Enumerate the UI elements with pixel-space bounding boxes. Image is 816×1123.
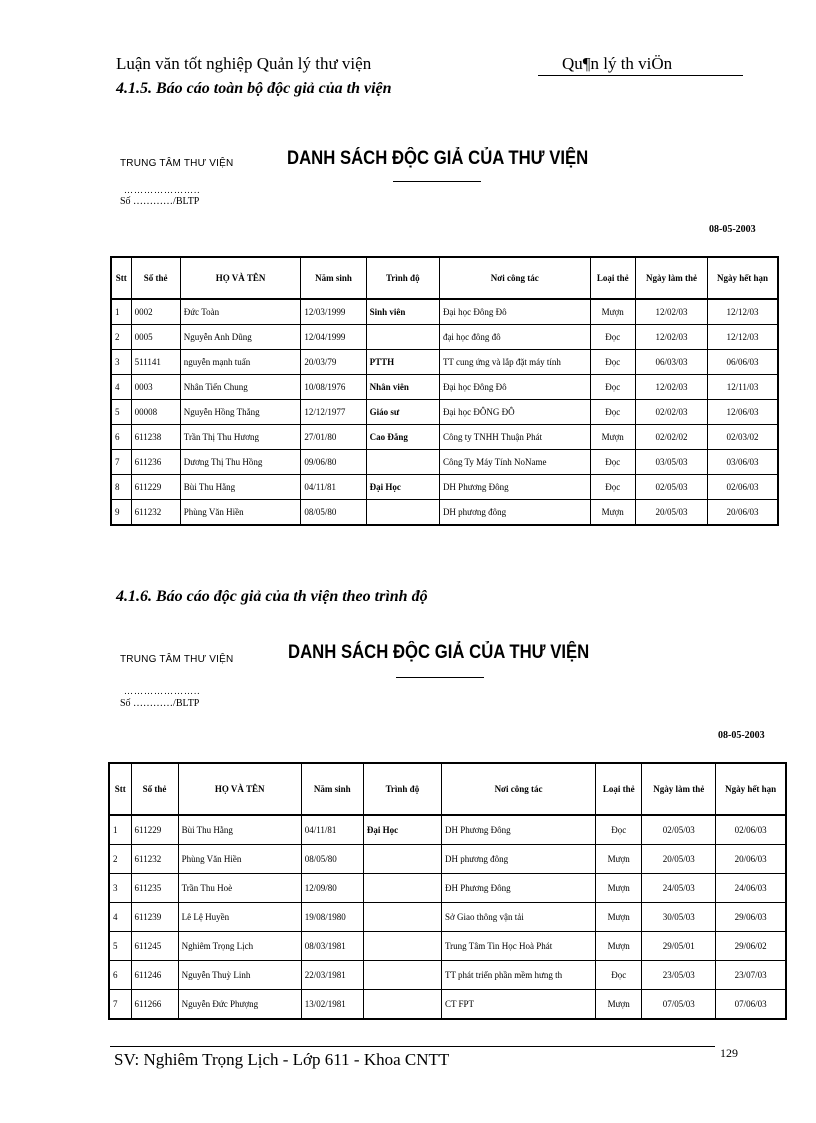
- cell-level: Đại Học: [366, 475, 439, 500]
- col-issue-date: Ngày làm thẻ: [642, 763, 716, 815]
- reader-table-1: [110, 256, 779, 526]
- cell-level: [363, 990, 441, 1020]
- cell-birth-year: 09/06/80: [301, 450, 366, 475]
- cell-workplace: Trung Tâm Tin Học Hoà Phát: [441, 932, 595, 961]
- col-card-type: Loại thẻ: [596, 763, 642, 815]
- cell-expiry-date: 02/06/03: [716, 815, 786, 845]
- table-header-row: [109, 763, 786, 815]
- table-row: [111, 400, 778, 425]
- cell-stt: 2: [109, 845, 131, 874]
- cell-full-name: Trần Thị Thu Hương: [180, 425, 301, 450]
- cell-expiry-date: 12/06/03: [708, 400, 778, 425]
- cell-level: Sinh viên: [366, 299, 439, 325]
- cell-issue-date: 29/05/01: [642, 932, 716, 961]
- cell-full-name: nguyễn mạnh tuấn: [180, 350, 301, 375]
- cell-expiry-date: 06/06/03: [708, 350, 778, 375]
- cell-workplace: đại học đông đô: [439, 325, 590, 350]
- cell-level: [363, 932, 441, 961]
- col-card-no: Số thẻ: [131, 257, 180, 299]
- table-row: [111, 375, 778, 400]
- cell-birth-year: 27/01/80: [301, 425, 366, 450]
- cell-level: [366, 450, 439, 475]
- cell-card-no: 611232: [131, 500, 180, 526]
- cell-stt: 3: [109, 874, 131, 903]
- table-row: [111, 350, 778, 375]
- cell-expiry-date: 29/06/02: [716, 932, 786, 961]
- header-right-text: Qu¶n lý th viÖn: [562, 54, 673, 73]
- cell-full-name: Bùi Thu Hằng: [180, 475, 301, 500]
- cell-card-no: 611236: [131, 450, 180, 475]
- col-level: Trình độ: [363, 763, 441, 815]
- cell-level: Nhân viên: [366, 375, 439, 400]
- cell-issue-date: 23/05/03: [642, 961, 716, 990]
- cell-card-type: Đọc: [596, 961, 642, 990]
- cell-stt: 7: [109, 990, 131, 1020]
- cell-stt: 4: [109, 903, 131, 932]
- cell-card-no: 611266: [131, 990, 178, 1020]
- cell-issue-date: 06/03/03: [635, 350, 707, 375]
- cell-card-no: 00008: [131, 400, 180, 425]
- cell-card-type: Mượn: [596, 903, 642, 932]
- cell-card-no: 611238: [131, 425, 180, 450]
- cell-birth-year: 22/03/1981: [301, 961, 363, 990]
- cell-workplace: Đại học Đông Đô: [439, 375, 590, 400]
- table-row: [109, 932, 786, 961]
- cell-issue-date: 12/02/03: [635, 375, 707, 400]
- section-heading-1: 4.1.5. Báo cáo toàn bộ độc giả của th viện: [116, 80, 392, 97]
- cell-workplace: DH Phương Đông: [441, 815, 595, 845]
- cell-level: Giáo sư: [366, 400, 439, 425]
- title-underline-2: [396, 677, 484, 678]
- cell-card-no: 0003: [131, 375, 180, 400]
- cell-birth-year: 04/11/81: [301, 475, 366, 500]
- col-expiry-date: Ngày hết hạn: [716, 763, 786, 815]
- header-left-text: Luận văn tốt nghiệp Quản lý thư viện: [116, 54, 372, 73]
- cell-full-name: Đức Toàn: [180, 299, 301, 325]
- report-title-2: DANH SÁCH ĐỘC GIẢ CỦA THƯ VIỆN: [288, 642, 590, 663]
- cell-issue-date: 30/05/03: [642, 903, 716, 932]
- cell-birth-year: 10/08/1976: [301, 375, 366, 400]
- cell-expiry-date: 24/06/03: [716, 874, 786, 903]
- cell-stt: 1: [111, 299, 131, 325]
- dots-line-1: …………………..: [124, 185, 201, 195]
- cell-level: [366, 500, 439, 526]
- cell-card-type: Mượn: [596, 845, 642, 874]
- cell-card-no: 611239: [131, 903, 178, 932]
- cell-full-name: Lê Lệ Huyền: [178, 903, 301, 932]
- section-heading-2: 4.1.6. Báo cáo độc giả của th viện theo trình độ: [116, 588, 428, 605]
- cell-workplace: Đại học Đông Đô: [439, 299, 590, 325]
- table-row: [109, 903, 786, 932]
- cell-card-no: 0002: [131, 299, 180, 325]
- cell-stt: 6: [111, 425, 131, 450]
- table-header-row: [111, 257, 778, 299]
- cell-expiry-date: 12/11/03: [708, 375, 778, 400]
- cell-expiry-date: 03/06/03: [708, 450, 778, 475]
- cell-card-type: Mượn: [596, 874, 642, 903]
- report-date-2: 08-05-2003: [718, 730, 765, 741]
- cell-full-name: Nguyễn Đức Phượng: [178, 990, 301, 1020]
- table-row: [111, 475, 778, 500]
- cell-issue-date: 03/05/03: [635, 450, 707, 475]
- title-underline-1: [393, 181, 481, 182]
- cell-birth-year: 08/05/80: [301, 845, 363, 874]
- cell-card-type: Đọc: [590, 450, 635, 475]
- cell-stt: 4: [111, 375, 131, 400]
- cell-expiry-date: 20/06/03: [708, 500, 778, 526]
- cell-birth-year: 19/08/1980: [301, 903, 363, 932]
- cell-full-name: Dương Thị Thu Hồng: [180, 450, 301, 475]
- col-card-type: Loại thẻ: [590, 257, 635, 299]
- cell-issue-date: 02/05/03: [635, 475, 707, 500]
- center-name-2: TRUNG TÂM THƯ VIỆN: [120, 654, 234, 665]
- table-row: [109, 961, 786, 990]
- table-row: [109, 845, 786, 874]
- cell-card-type: Mượn: [596, 932, 642, 961]
- cell-card-no: 511141: [131, 350, 180, 375]
- cell-card-type: Mượn: [590, 425, 635, 450]
- cell-card-type: Mượn: [596, 990, 642, 1020]
- cell-stt: 5: [109, 932, 131, 961]
- cell-workplace: Đại học ĐÔNG ĐÔ: [439, 400, 590, 425]
- cell-expiry-date: 12/12/03: [708, 325, 778, 350]
- cell-expiry-date: 20/06/03: [716, 845, 786, 874]
- cell-card-no: 611229: [131, 815, 178, 845]
- cell-birth-year: 12/04/1999: [301, 325, 366, 350]
- table-row: [111, 325, 778, 350]
- cell-expiry-date: 29/06/03: [716, 903, 786, 932]
- cell-card-type: Đọc: [590, 475, 635, 500]
- cell-issue-date: 24/05/03: [642, 874, 716, 903]
- cell-issue-date: 02/05/03: [642, 815, 716, 845]
- cell-level: [366, 325, 439, 350]
- cell-level: [363, 903, 441, 932]
- cell-card-no: 611246: [131, 961, 178, 990]
- col-workplace: Nơi công tác: [441, 763, 595, 815]
- cell-birth-year: 20/03/79: [301, 350, 366, 375]
- cell-expiry-date: 02/06/03: [708, 475, 778, 500]
- cell-card-type: Mượn: [590, 500, 635, 526]
- cell-stt: 6: [109, 961, 131, 990]
- cell-issue-date: 12/02/03: [635, 299, 707, 325]
- cell-full-name: Nhân Tiến Chung: [180, 375, 301, 400]
- cell-stt: 1: [109, 815, 131, 845]
- cell-issue-date: 02/02/02: [635, 425, 707, 450]
- cell-issue-date: 02/02/03: [635, 400, 707, 425]
- header-underline: [538, 75, 743, 76]
- col-issue-date: Ngày làm thẻ: [635, 257, 707, 299]
- cell-workplace: ĐH Phương Đông: [441, 874, 595, 903]
- col-workplace: Nơi công tác: [439, 257, 590, 299]
- cell-issue-date: 20/05/03: [642, 845, 716, 874]
- cell-birth-year: 04/11/81: [301, 815, 363, 845]
- table-row: [109, 815, 786, 845]
- cell-workplace: DH phương đông: [441, 845, 595, 874]
- cell-full-name: Trần Thu Hoè: [178, 874, 301, 903]
- cell-workplace: DH Phương Đông: [439, 475, 590, 500]
- col-stt: Stt: [111, 257, 131, 299]
- cell-full-name: Bùi Thu Hằng: [178, 815, 301, 845]
- cell-birth-year: 13/02/1981: [301, 990, 363, 1020]
- col-full-name: HỌ VÀ TÊN: [178, 763, 301, 815]
- cell-stt: 3: [111, 350, 131, 375]
- cell-full-name: Phùng Văn Hiền: [180, 500, 301, 526]
- doc-number-1: Số …………/BLTP: [120, 196, 200, 207]
- table-row: [109, 874, 786, 903]
- cell-expiry-date: 02/03/02: [708, 425, 778, 450]
- table-row: [109, 990, 786, 1020]
- cell-stt: 5: [111, 400, 131, 425]
- cell-card-type: Đọc: [590, 375, 635, 400]
- cell-full-name: Nghiêm Trọng Lịch: [178, 932, 301, 961]
- cell-level: PTTH: [366, 350, 439, 375]
- cell-stt: 7: [111, 450, 131, 475]
- cell-workplace: CT FPT: [441, 990, 595, 1020]
- cell-workplace: TT phát triển phần mềm hưng th: [441, 961, 595, 990]
- cell-card-type: Mượn: [590, 299, 635, 325]
- dots-line-2: …………………..: [124, 686, 201, 696]
- cell-issue-date: 20/05/03: [635, 500, 707, 526]
- cell-stt: 9: [111, 500, 131, 526]
- cell-full-name: Nguyễn Hồng Thắng: [180, 400, 301, 425]
- cell-birth-year: 08/03/1981: [301, 932, 363, 961]
- cell-level: [363, 845, 441, 874]
- cell-level: Cao Đẳng: [366, 425, 439, 450]
- cell-stt: 8: [111, 475, 131, 500]
- doc-number-2: Số …………/BLTP: [120, 698, 200, 709]
- cell-full-name: Nguyễn Thuỳ Linh: [178, 961, 301, 990]
- cell-full-name: Nguyễn Anh Dũng: [180, 325, 301, 350]
- cell-issue-date: 12/02/03: [635, 325, 707, 350]
- cell-birth-year: 12/12/1977: [301, 400, 366, 425]
- cell-level: [363, 961, 441, 990]
- cell-card-type: Đọc: [590, 325, 635, 350]
- table-row: [111, 299, 778, 325]
- cell-full-name: Phùng Văn Hiền: [178, 845, 301, 874]
- cell-card-type: Đọc: [590, 350, 635, 375]
- col-birth-year: Năm sinh: [301, 257, 366, 299]
- table-row: [111, 500, 778, 526]
- page-number: 129: [720, 1046, 738, 1060]
- cell-workplace: TT cung ứng và lắp đặt máy tính: [439, 350, 590, 375]
- cell-card-no: 611235: [131, 874, 178, 903]
- col-card-no: Số thẻ: [131, 763, 178, 815]
- table-row: [111, 450, 778, 475]
- report-title-1: DANH SÁCH ĐỘC GIẢ CỦA THƯ VIỆN: [287, 148, 589, 169]
- cell-issue-date: 07/05/03: [642, 990, 716, 1020]
- cell-expiry-date: 23/07/03: [716, 961, 786, 990]
- cell-workplace: Công ty TNHH Thuận Phát: [439, 425, 590, 450]
- cell-level: [363, 874, 441, 903]
- cell-card-type: Đọc: [596, 815, 642, 845]
- report-date-1: 08-05-2003: [709, 224, 756, 235]
- cell-birth-year: 12/03/1999: [301, 299, 366, 325]
- footer-text: SV: Nghiêm Trọng Lịch - Lớp 611 - Khoa CNTT: [114, 1050, 450, 1069]
- col-stt: Stt: [109, 763, 131, 815]
- cell-card-no: 611245: [131, 932, 178, 961]
- cell-birth-year: 08/05/80: [301, 500, 366, 526]
- col-expiry-date: Ngày hết hạn: [708, 257, 778, 299]
- cell-level: Đại Học: [363, 815, 441, 845]
- cell-stt: 2: [111, 325, 131, 350]
- col-birth-year: Năm sinh: [301, 763, 363, 815]
- col-level: Trình độ: [366, 257, 439, 299]
- cell-birth-year: 12/09/80: [301, 874, 363, 903]
- cell-expiry-date: 07/06/03: [716, 990, 786, 1020]
- cell-expiry-date: 12/12/03: [708, 299, 778, 325]
- cell-card-no: 0005: [131, 325, 180, 350]
- cell-card-no: 611232: [131, 845, 178, 874]
- col-full-name: HỌ VÀ TÊN: [180, 257, 301, 299]
- reader-table-2: [108, 762, 787, 1020]
- footer-line: [110, 1046, 715, 1047]
- table-row: [111, 425, 778, 450]
- cell-card-type: Đọc: [590, 400, 635, 425]
- cell-workplace: Sở Giao thông vận tải: [441, 903, 595, 932]
- center-name-1: TRUNG TÂM THƯ VIỆN: [120, 158, 234, 169]
- cell-workplace: Công Ty Máy Tính NoName: [439, 450, 590, 475]
- cell-workplace: DH phương đông: [439, 500, 590, 526]
- cell-card-no: 611229: [131, 475, 180, 500]
